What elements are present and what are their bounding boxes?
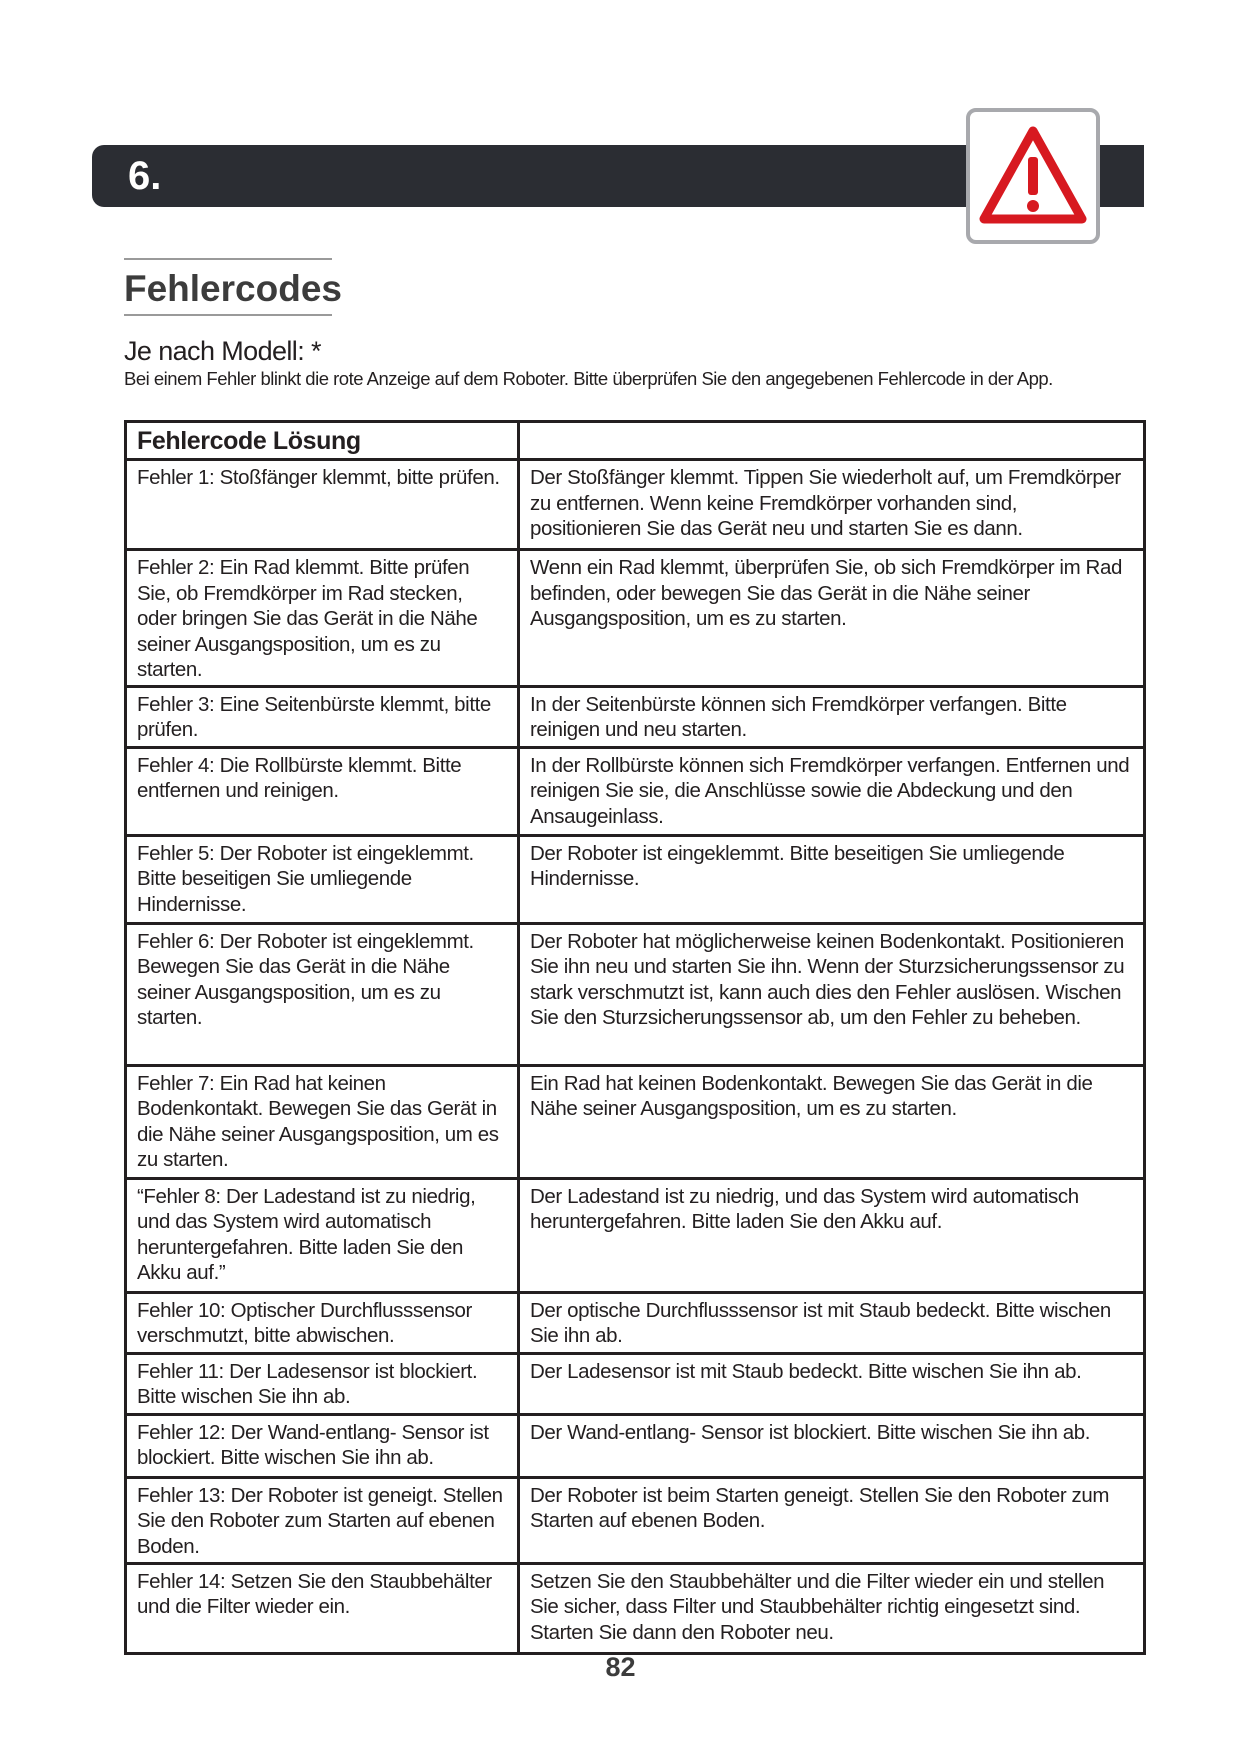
table-row	[126, 1065, 1145, 1178]
solution-cell: In der Seitenbürste können sich Fremdkörper verfangen. Bitte reinigen und neu starten.	[519, 686, 1145, 747]
error-code-cell: Fehler 4: Die Rollbürste klemmt. Bitte entfernen und reinigen.	[126, 747, 519, 835]
table-row	[126, 1353, 1145, 1414]
table-row	[126, 686, 1145, 747]
solution-cell: Der Ladesensor ist mit Staub bedeckt. Bitte wischen Sie ihn ab.	[519, 1353, 1145, 1414]
table-row	[126, 1292, 1145, 1353]
solution-cell: Der optische Durchflusssensor ist mit Staub bedeckt. Bitte wischen Sie ihn ab.	[519, 1292, 1145, 1353]
table-row	[126, 1563, 1145, 1653]
table-header-right	[519, 422, 1145, 460]
error-code-cell: Fehler 6: Der Roboter ist eingeklemmt. Bewegen Sie das Gerät in die Nähe seiner Ausgangsposition, um es zu starten.	[126, 923, 519, 1065]
error-code-cell: Fehler 14: Setzen Sie den Staubbehälter und die Filter wieder ein.	[126, 1563, 519, 1653]
table-row	[126, 550, 1145, 687]
error-code-cell: Fehler 5: Der Roboter ist eingeklemmt. Bitte beseitigen Sie umliegende Hindernisse.	[126, 835, 519, 923]
error-code-cell: Fehler 7: Ein Rad hat keinen Bodenkontakt. Bewegen Sie das Gerät in die Nähe seiner Ausgangsposition, um es zu starten.	[126, 1065, 519, 1178]
error-code-cell: Fehler 3: Eine Seitenbürste klemmt, bitte prüfen.	[126, 686, 519, 747]
title-rule-top	[124, 258, 332, 260]
table-row	[126, 1414, 1145, 1477]
table-row	[126, 1477, 1145, 1563]
table-row	[126, 835, 1145, 923]
error-code-cell: Fehler 2: Ein Rad klemmt. Bitte prüfen Sie, ob Fremdkörper im Rad stecken, oder bringen Sie das Gerät in die Nähe seiner Ausgangsposition, um es zu starten.	[126, 550, 519, 687]
page-number: 82	[605, 1652, 636, 1682]
error-code-cell: “Fehler 8: Der Ladestand ist zu niedrig, und das System wird automatisch heruntergefahren. Bitte laden Sie den Akku auf.”	[126, 1178, 519, 1292]
solution-cell: Wenn ein Rad klemmt, überprüfen Sie, ob sich Fremdkörper im Rad befinden, oder bewegen Sie das Gerät in die Nähe seiner Ausgangsposition, um es zu starten.	[519, 550, 1145, 687]
solution-cell: In der Rollbürste können sich Fremdkörper verfangen. Entfernen und reinigen Sie sie, die Anschlüsse sowie die Abdeckung und den Ansaugeinlass.	[519, 747, 1145, 835]
error-code-cell: Fehler 10: Optischer Durchflusssensor verschmutzt, bitte abwischen.	[126, 1292, 519, 1353]
error-code-cell: Fehler 12: Der Wand-entlang- Sensor ist blockiert. Bitte wischen Sie ihn ab.	[126, 1414, 519, 1477]
solution-cell: Der Roboter ist beim Starten geneigt. Stellen Sie den Roboter zum Starten auf ebenen Boden.	[519, 1477, 1145, 1563]
solution-cell: Der Roboter hat möglicherweise keinen Bodenkontakt. Positionieren Sie ihn neu und starten Sie ihn. Wenn der Sturzsicherungssensor zu stark verschmutzt ist, kann auch dies den Fehler auslösen. Wischen Sie den Sturzsicherungssensor ab, um den Fehler zu beheben.	[519, 923, 1145, 1065]
table-row	[126, 923, 1145, 1065]
table-header-left: Fehlercode Lösung	[126, 422, 519, 460]
error-code-cell: Fehler 11: Der Ladesensor ist blockiert. Bitte wischen Sie ihn ab.	[126, 1353, 519, 1414]
section-title: Fehlercodes	[124, 268, 342, 309]
error-code-cell: Fehler 1: Stoßfänger klemmt, bitte prüfen.	[126, 460, 519, 550]
solution-cell: Der Stoßfänger klemmt. Tippen Sie wiederholt auf, um Fremdkörper zu entfernen. Wenn keine Fremdkörper vorhanden sind, positionieren Sie das Gerät neu und starten Sie es dann.	[519, 460, 1145, 550]
title-rule-bottom	[124, 314, 332, 316]
table-header-row	[126, 422, 1145, 460]
intro-text: Bei einem Fehler blinkt die rote Anzeige auf dem Roboter. Bitte überprüfen Sie den angegebenen Fehlercode in der App.	[124, 368, 1053, 389]
chapter-number: 6.	[128, 154, 162, 198]
solution-cell: Der Ladestand ist zu niedrig, und das System wird automatisch heruntergefahren. Bitte laden Sie den Akku auf.	[519, 1178, 1145, 1292]
solution-cell: Ein Rad hat keinen Bodenkontakt. Bewegen Sie das Gerät in die Nähe seiner Ausgangsposition, um es zu starten.	[519, 1065, 1145, 1178]
table-row	[126, 747, 1145, 835]
table-row	[126, 460, 1145, 550]
error-code-table	[124, 420, 1146, 1655]
warning-icon-box	[966, 108, 1100, 244]
table-row	[126, 1178, 1145, 1292]
warning-triangle-icon	[976, 123, 1090, 229]
error-code-cell: Fehler 13: Der Roboter ist geneigt. Stellen Sie den Roboter zum Starten auf ebenen Boden.	[126, 1477, 519, 1563]
solution-cell: Der Wand-entlang- Sensor ist blockiert. Bitte wischen Sie ihn ab.	[519, 1414, 1145, 1477]
model-note: Je nach Modell: *	[124, 336, 321, 366]
solution-cell: Der Roboter ist eingeklemmt. Bitte beseitigen Sie umliegende Hindernisse.	[519, 835, 1145, 923]
solution-cell: Setzen Sie den Staubbehälter und die Filter wieder ein und stellen Sie sicher, dass Filter und Staubbehälter richtig eingesetzt sind. Starten Sie dann den Roboter neu.	[519, 1563, 1145, 1653]
